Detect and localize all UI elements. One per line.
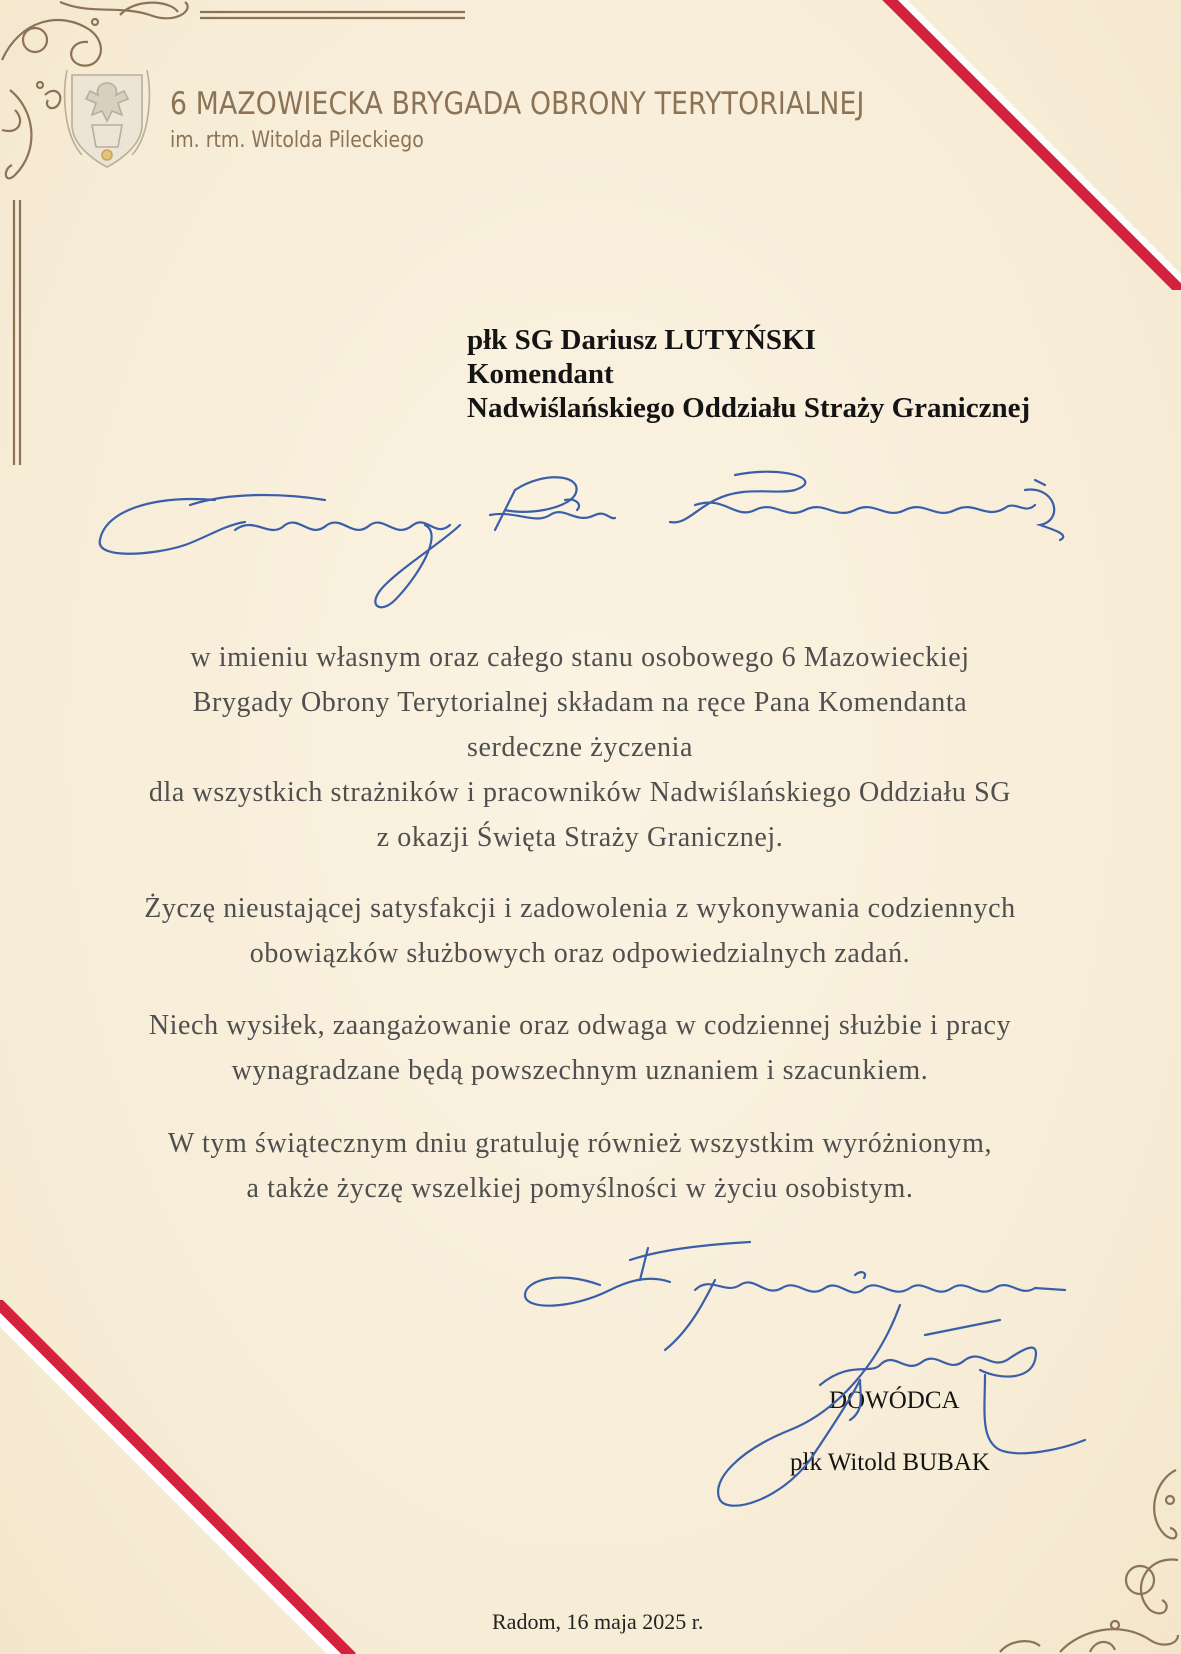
paragraph-line: z okazji Święta Straży Granicznej. xyxy=(376,822,784,853)
addressee-name: płk SG Dariusz LUTYŃSKI xyxy=(467,324,816,356)
paragraph-line: Niech wysiłek, zaangażowanie oraz odwaga w codziennej służbie i pracy xyxy=(148,1010,1012,1041)
wishes-paragraph-satisfaction xyxy=(60,886,1100,976)
paragraph-line: Życzę nieustającej satysfakcji i zadowolenia z wykonywania codziennych xyxy=(144,893,1016,924)
paragraph-line: W tym świątecznym dniu gratuluję również wszystkim wyróżnionym, xyxy=(167,1128,993,1159)
congratulations-paragraph xyxy=(60,1121,1100,1211)
addressee-title: Komendant xyxy=(467,358,614,390)
handwritten-signature xyxy=(700,1300,1100,1520)
paragraph-line: Brygady Obrony Terytorialnej składam na ręce Pana Komendanta xyxy=(192,687,968,718)
unit-name-heading: 6 MAZOWIECKA BRYGADA OBRONY TERYTORIALNEJ xyxy=(170,86,865,122)
addressee-unit: Nadwiślańskiego Oddziału Straży Granicznej xyxy=(467,392,1031,424)
paragraph-line: wynagradzane będą powszechnym uznaniem i szacunkiem. xyxy=(231,1055,929,1086)
flag-ribbon-top-right xyxy=(880,0,1181,290)
unit-emblem-logo xyxy=(62,55,152,170)
wishes-paragraph-effort xyxy=(60,1003,1100,1093)
flag-ribbon-bottom-left xyxy=(0,1300,360,1654)
signatory-rank: DOWÓDCA xyxy=(829,1387,960,1414)
paragraph-line: obowiązków służbowych oraz odpowiedzialnych zadań. xyxy=(249,938,911,969)
paragraph-line: w imieniu własnym oraz całego stanu osobowego 6 Mazowieckiej xyxy=(190,642,970,673)
place-and-date: Radom, 16 maja 2025 r. xyxy=(492,1609,704,1634)
signatory-name: płk Witold BUBAK xyxy=(790,1449,990,1476)
handwritten-salutation xyxy=(95,470,1135,620)
paragraph-line: dla wszystkich strażników i pracowników Nadwiślańskiego Oddziału SG xyxy=(148,777,1012,808)
paragraph-line: serdeczne życzenia xyxy=(466,732,694,763)
greeting-paragraph xyxy=(60,635,1100,860)
addressee-block xyxy=(467,323,1030,425)
paragraph-line: a także życzę wszelkiej pomyślności w życiu osobistym. xyxy=(246,1173,914,1204)
unit-patron-subheading: im. rtm. Witolda Pileckiego xyxy=(170,128,424,153)
